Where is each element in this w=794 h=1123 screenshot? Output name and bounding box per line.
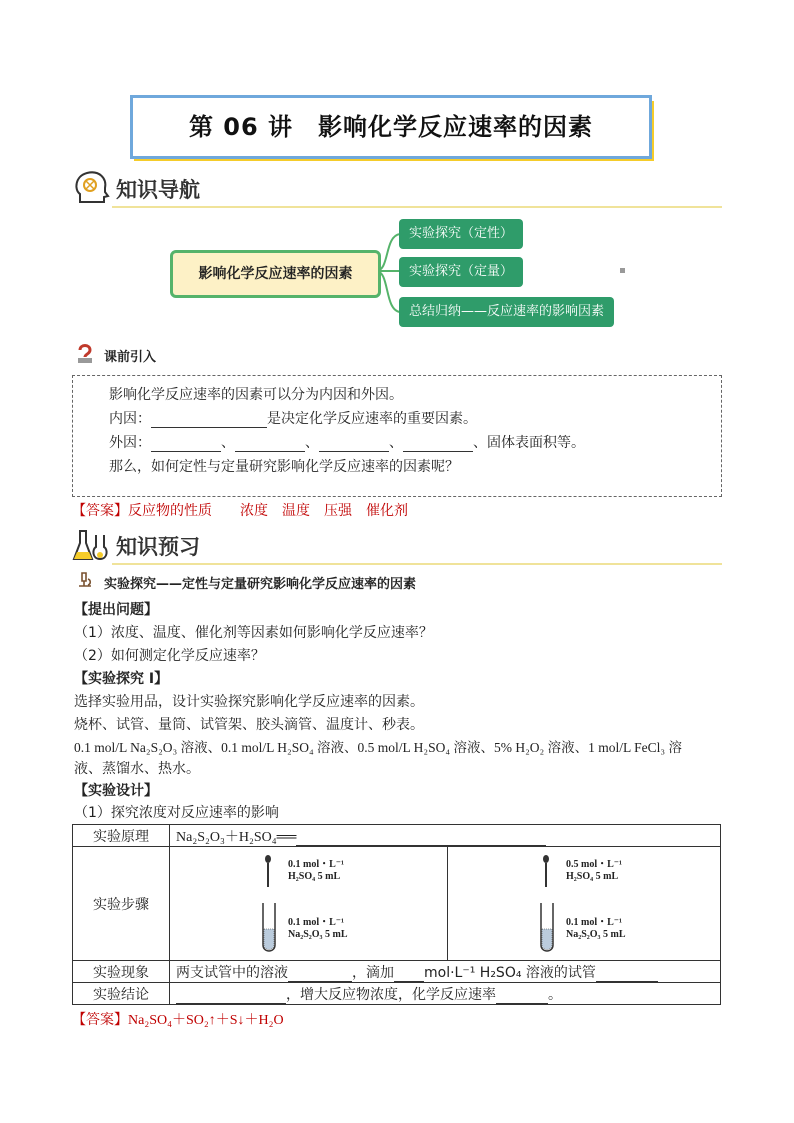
- intro-heading: 课前引入: [104, 350, 157, 365]
- page-title: 第 06 讲 影响化学反应速率的因素: [188, 113, 594, 141]
- title-banner: [130, 95, 652, 159]
- steps-right: [448, 847, 721, 961]
- steps-left: [170, 847, 448, 961]
- section-header-preview: [72, 525, 722, 565]
- mindmap-branch-quantitative: 实验探究（定量）: [399, 257, 523, 287]
- question-2: （2）如何测定化学反应速率？: [74, 648, 265, 664]
- experiment-line-2: 烧杯、试管、量筒、试管架、胶头滴管、温度计、秒表。: [74, 717, 424, 733]
- question-flask-icon: [74, 342, 96, 364]
- section-header-nav: [72, 168, 722, 208]
- intro-box: [72, 375, 722, 497]
- experiment-line-1: 选择实验用品，设计实验探究影响化学反应速率的因素。: [74, 694, 424, 710]
- design-heading: 【实验设计】: [74, 783, 158, 799]
- design-item-1: （1）探究浓度对反应速率的影响: [74, 805, 279, 821]
- intro-line-1: 影响化学反应速率的因素可以分为内因和外因。: [109, 387, 403, 403]
- left-tube-label: 0.1 mol・L⁻¹ Na₂S₂O₃ 5 mL: [288, 917, 348, 940]
- intro-line-4: 那么，如何定性与定量研究影响化学反应速率的因素呢？: [109, 459, 459, 475]
- reagents-line-2: 液、蒸馏水、热水。: [74, 761, 200, 777]
- left-dropper-label: 0.1 mol・L⁻¹ H₂SO₄ 5 mL: [288, 859, 345, 882]
- flask-icon: [72, 525, 112, 565]
- phenomenon-label: 实验现象: [73, 961, 170, 983]
- experiment-heading: 【实验探究 I】: [74, 671, 169, 687]
- phenomenon-cell: 两支试管中的溶液 ，滴加 mol·L⁻¹ H₂SO₄ 溶液的试管: [170, 961, 721, 983]
- mindmap-root: 影响化学反应速率的因素: [170, 250, 381, 298]
- intro-line-2: 内因： 是决定化学反应速率的重要因素。: [109, 411, 477, 427]
- reagents-line-1: 0.1 mol/L Na₂S₂O₃ 溶液、0.1 mol/L H₂SO₄ 溶液、0.5 mol/L H₂SO₄ 溶液、5% H₂O₂ 溶液、1 mol/L FeCl₃ 溶: [74, 740, 682, 755]
- microscope-icon: [76, 571, 94, 589]
- conclusion-cell: ，增大反应物浓度，化学反应速率 。: [170, 983, 721, 1005]
- intro-line-3: 外因： 、 、 、 、固体表面积等。: [109, 435, 585, 451]
- question-heading: 【提出问题】: [74, 602, 158, 618]
- conclusion-label: 实验结论: [73, 983, 170, 1005]
- section-title: 知识预习: [116, 535, 200, 559]
- experiment-table: [72, 824, 721, 1005]
- small-marker-icon: [620, 268, 625, 273]
- principle-cell: Na₂S₂O₃＋H₂SO₄══: [170, 825, 721, 847]
- mindmap-branch-summary: 总结归纳——反应速率的影响因素: [399, 297, 614, 327]
- preview-topic: 实验探究——定性与定量研究影响化学反应速率的因素: [104, 577, 417, 592]
- mindmap-branch-qualitative: 实验探究（定性）: [399, 219, 523, 249]
- question-1: （1）浓度、温度、催化剂等因素如何影响化学反应速率？: [74, 625, 433, 641]
- steps-label: 实验步骤: [73, 847, 170, 961]
- section-title: 知识导航: [116, 178, 200, 202]
- answer-2: 【答案】Na₂SO₄＋SO₂↑＋S↓＋H₂O: [72, 1013, 284, 1028]
- head-brain-icon: [72, 168, 110, 208]
- right-dropper-label: 0.5 mol・L⁻¹ H₂SO₄ 5 mL: [566, 859, 623, 882]
- right-tube-label: 0.1 mol・L⁻¹ Na₂S₂O₃ 5 mL: [566, 917, 626, 940]
- answer-1: 【答案】反应物的性质 浓度 温度 压强 催化剂: [72, 503, 408, 519]
- principle-label: 实验原理: [73, 825, 170, 847]
